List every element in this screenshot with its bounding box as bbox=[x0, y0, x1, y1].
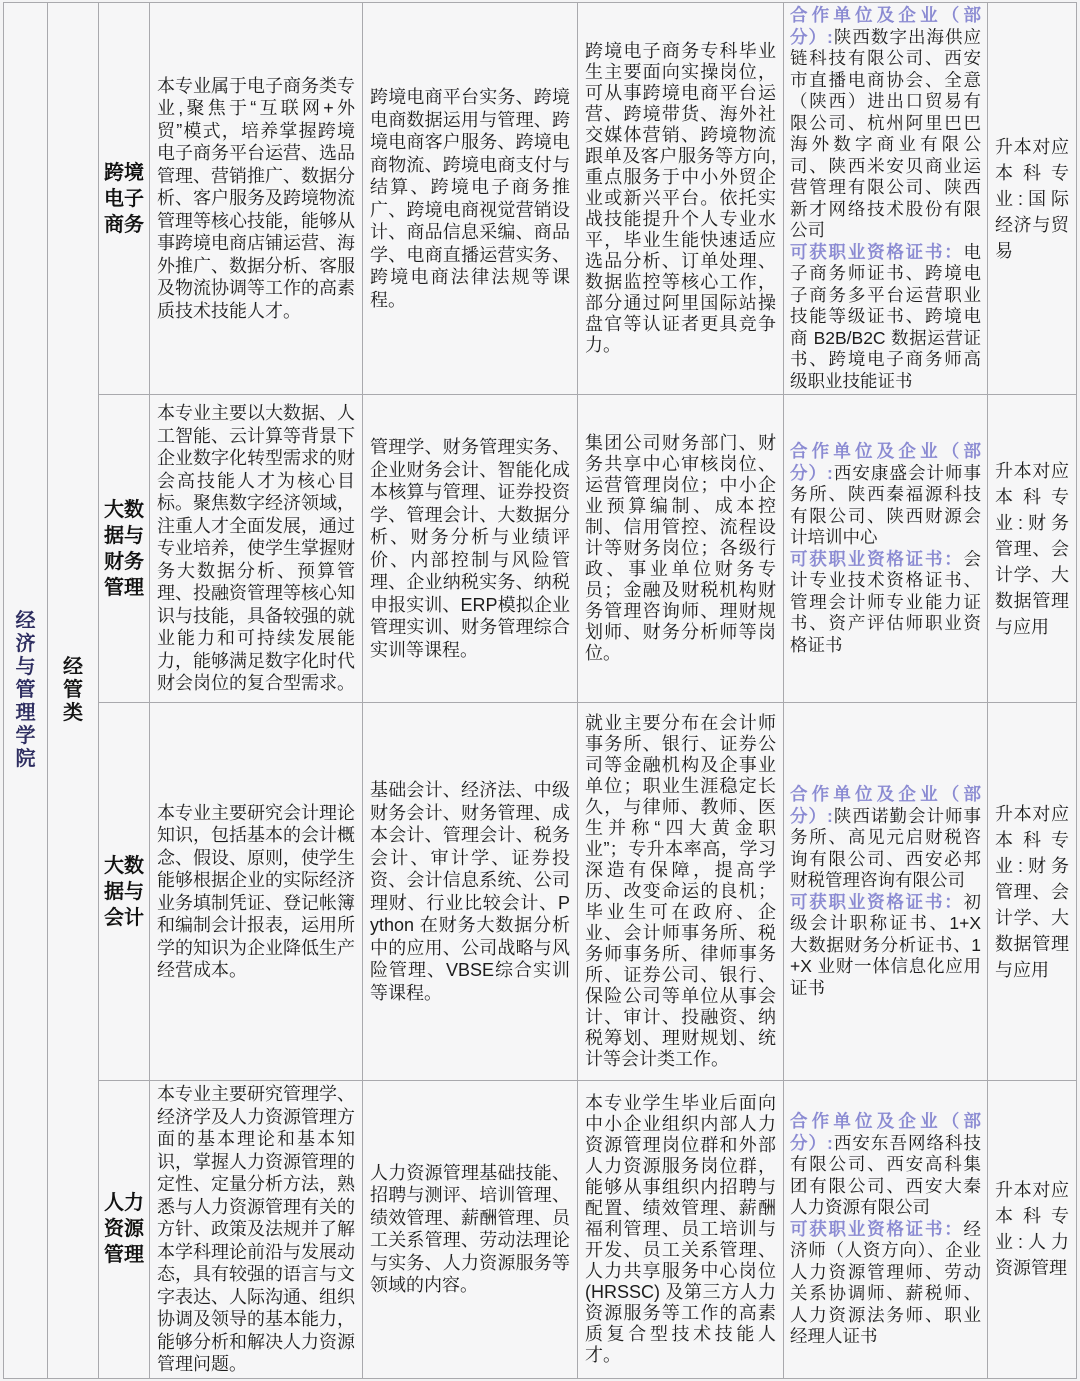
major-courses: 跨境电商平台实务、跨境电商数据运用与管理、跨境电商客户服务、跨境电商物流、跨境电商支付与结算、跨境电子商务推广、跨境电商视觉营销设计、商品信息采编、商品学、电商直播运营实务、跨境电商法律法规等课程。 bbox=[370, 87, 570, 310]
major-employment: 集团公司财务部门、财务共享中心审核岗位、运营管理岗位；中小企业预算编制、成本控制、信用管控、流程设计等财务岗位；各级行政、事业单位财务专员；金融及财税机构财务管理咨询师、理财规划师、财务分析师等岗位。 bbox=[585, 433, 776, 663]
upgrade-major: 升本对应本科专业:人力资源管理 bbox=[995, 1180, 1069, 1279]
major-name-cell bbox=[99, 395, 150, 703]
major-employment: 就业主要分布在会计师事务所、银行、证券公司等金融机构及企事业单位；职业生涯稳定长久，与律师、教师、医生并称“四大黄金职业”；专升本率高，学习深造有保障，提高学历、改变命运的良机；毕业生可在政府、企业、会计师事务所、税务师事务所、律师事务所、证券公司、银行、保险公司等单位从事会计、审计、投融资、纳税筹划、理财规划、统计等会计类工作。 bbox=[585, 713, 776, 1069]
partners-list: 西安康盛会计师事务所、陕西秦福源科技有限公司、陕西财源会计培训中心 bbox=[790, 462, 982, 547]
upgrade-major-cell bbox=[988, 703, 1077, 1081]
partners-label: 合作单位及企业（部分）: bbox=[790, 5, 981, 47]
major-employment-cell bbox=[578, 1081, 784, 1379]
major-courses: 基础会计、经济法、中级财务会计、财务管理、成本会计、管理会计、税务会计、审计学、证券投资、会计信息系统、公司理财、行业比较会计、Python 在财务大数据分析中的应用、公司战略与风险管理、VBSE综合实训等课程。 bbox=[370, 780, 570, 1003]
major-partners-cell bbox=[784, 1081, 988, 1379]
partners-label: 合作单位及企业（部分）: bbox=[790, 1111, 981, 1153]
certs-list: 电子商务师证书、跨境电子商务多平台运营职业技能等级证书、跨境电商 B2B/B2C 数据运营证书、跨境电子商务师高级职业技能证书 bbox=[790, 241, 981, 391]
certs-list: 会计专业技术资格证书、管理会计师专业能力证书、资产评估师职业资格证书 bbox=[790, 548, 981, 655]
table-row-bigdata-financial-management bbox=[4, 395, 1077, 703]
major-employment-cell bbox=[578, 3, 784, 395]
partners-label: 合作单位及企业（部分）: bbox=[790, 441, 981, 483]
table-row-cross-border-ecommerce bbox=[4, 3, 1077, 395]
major-name: 大数据与会计 bbox=[104, 854, 144, 929]
major-description-cell bbox=[150, 1081, 363, 1379]
upgrade-major: 升本对应本科专业:国际经济与贸易 bbox=[995, 136, 1069, 261]
certs-list: 初级会计职称证书、1+X 大数据财务分析证书、1+X 业财一体信息化应用证书 bbox=[790, 891, 981, 998]
certs-list: 经济师（人资方向）、企业人力资源管理师、劳动关系协调师、薪税师、人力资源法务师、职业经理人证书 bbox=[790, 1218, 981, 1346]
major-employment-cell bbox=[578, 395, 784, 703]
major-employment: 跨境电子商务专科毕业生主要面向实操岗位，可从事跨境电商平台运营、跨境带货、海外社交媒体营销、跨境物流跟单及客户服务等方向,重点服务于中小外贸企业或新兴平台。依托实战技能提升个人专业水平，毕业生能快速适应选品分析、订单处理、数据监控等核心工作，部分通过阿里国际站操盘官等认证者更具竞争力。 bbox=[585, 41, 776, 355]
major-name: 人力资源管理 bbox=[104, 1192, 144, 1267]
upgrade-major-cell bbox=[988, 3, 1077, 395]
majors-table bbox=[3, 2, 1077, 1379]
certs-label: 可获职业资格证书： bbox=[790, 891, 964, 912]
major-partners-cell bbox=[784, 703, 988, 1081]
major-courses-cell bbox=[363, 395, 578, 703]
major-partners-cell bbox=[784, 395, 988, 703]
major-name: 大数据与财务管理 bbox=[104, 498, 144, 599]
major-courses-cell bbox=[363, 3, 578, 395]
major-employment-cell bbox=[578, 703, 784, 1081]
partners-text bbox=[790, 5, 981, 392]
table-row-bigdata-accounting bbox=[4, 703, 1077, 1081]
major-description: 本专业主要以大数据、人工智能、云计算等背景下企业数字化转型需求的财会高技能人才为核心目标。聚焦数字经济领域，注重人才全面发展，通过专业培养，使学生掌握财务大数据分析、预算管理、投融资管理等核心知识与技能，具备较强的就业能力和可持续发展能力，能够满足数字化时代财会岗位的复合型需求。 bbox=[157, 403, 355, 694]
college-name-cell bbox=[4, 3, 48, 1379]
partners-list: 陕西数字出海供应链科技有限公司、西安市直播电商协会、全意（陕西）进出口贸易有限公司、杭州阿里巴巴海外数字商业有限公司、陕西米安贝商业运营管理有限公司、陕西新才网络技术股份有限公司 bbox=[790, 26, 982, 240]
major-name-cell bbox=[99, 1081, 150, 1379]
major-description-cell bbox=[150, 395, 363, 703]
category-name: 经管类 bbox=[63, 655, 83, 724]
certs-label: 可获职业资格证书： bbox=[790, 548, 964, 569]
category-cell bbox=[48, 3, 99, 1379]
upgrade-major-cell bbox=[988, 1081, 1077, 1379]
certs-label: 可获职业资格证书： bbox=[790, 1218, 964, 1239]
major-name: 跨境电子商务 bbox=[104, 161, 144, 236]
major-employment: 本专业学生毕业后面向中小企业组织内部人力资源管理岗位群和外部人力资源服务岗位群，能够从事组织内招聘与配置、绩效管理、薪酬福利管理、员工培训与开发、员工关系管理、人力共享服务中心岗位(HRSSC) 及第三方人力资源服务等工作的高素质复合型技术技能人才。 bbox=[585, 1092, 776, 1365]
partners-text bbox=[790, 784, 981, 999]
college-name: 经济与管理学院 bbox=[15, 609, 36, 770]
major-courses-cell bbox=[363, 703, 578, 1081]
partners-text bbox=[790, 1111, 981, 1348]
major-description: 本专业属于电子商务类专业,聚焦于“互联网+外贸”模式，培养掌握跨境电子商务平台运营、选品管理、营销推广、数据分析、客户服务及跨境物流管理等核心技能，能够从事跨境电商店铺运营、海外推广、数据分析、客服及物流协调等工作的高素质技术技能人才。 bbox=[157, 75, 355, 321]
upgrade-major-cell bbox=[988, 395, 1077, 703]
major-description: 本专业主要研究会计理论知识，包括基本的会计概念、假设、原则，使学生能够根据企业的实际经济业务填制凭证、登记帐簿和编制会计报表，运用所学的知识为企业降低生产经营成本。 bbox=[157, 802, 355, 980]
table-row-human-resources bbox=[4, 1081, 1077, 1379]
partners-list: 陕西诺勤会计师事务所、高见元启财税咨询有限公司、西安必邦财税管理咨询有限公司 bbox=[790, 805, 982, 890]
major-name-cell bbox=[99, 703, 150, 1081]
partners-text bbox=[790, 441, 981, 656]
upgrade-major: 升本对应本科专业:财务管理、会计学、大数据管理与应用 bbox=[995, 460, 1069, 637]
major-courses: 管理学、财务管理实务、企业财务会计、智能化成本核算与管理、证券投资学、管理会计、大数据分析、财务分析与业绩评价、内部控制与风险管理、企业纳税实务、纳税申报实训、ERP模拟企业管理实训、财务管理综合实训等课程。 bbox=[370, 437, 570, 660]
major-courses: 人力资源管理基础技能、招聘与测评、培训管理、绩效管理、薪酬管理、员工关系管理、劳动法理论与实务、人力资源服务等领域的内容。 bbox=[370, 1162, 570, 1296]
partners-list: 西安东吾网络科技有限公司、西安高科集团有限公司、西安大秦人力资源有限公司 bbox=[790, 1132, 982, 1217]
upgrade-major: 升本对应本科专业:财务管理、会计学、大数据管理与应用 bbox=[995, 803, 1069, 980]
major-name-cell bbox=[99, 3, 150, 395]
partners-label: 合作单位及企业（部分）: bbox=[790, 784, 981, 826]
certs-label: 可获职业资格证书： bbox=[790, 241, 964, 262]
major-description-cell bbox=[150, 703, 363, 1081]
major-description: 本专业主要研究管理学、经济学及人力资源管理方面的基本理论和基本知识，掌握人力资源管理的定性、定量分析方法，熟悉与人力资源管理有关的方针、政策及法规并了解本学科理论前沿与发展动态，具有较强的语言与文字表达、人际沟通、组织协调及领导的基本能力，能够分析和解决人力资源管理问题。 bbox=[157, 1084, 355, 1374]
major-courses-cell bbox=[363, 1081, 578, 1379]
major-description-cell bbox=[150, 3, 363, 395]
major-partners-cell bbox=[784, 3, 988, 395]
